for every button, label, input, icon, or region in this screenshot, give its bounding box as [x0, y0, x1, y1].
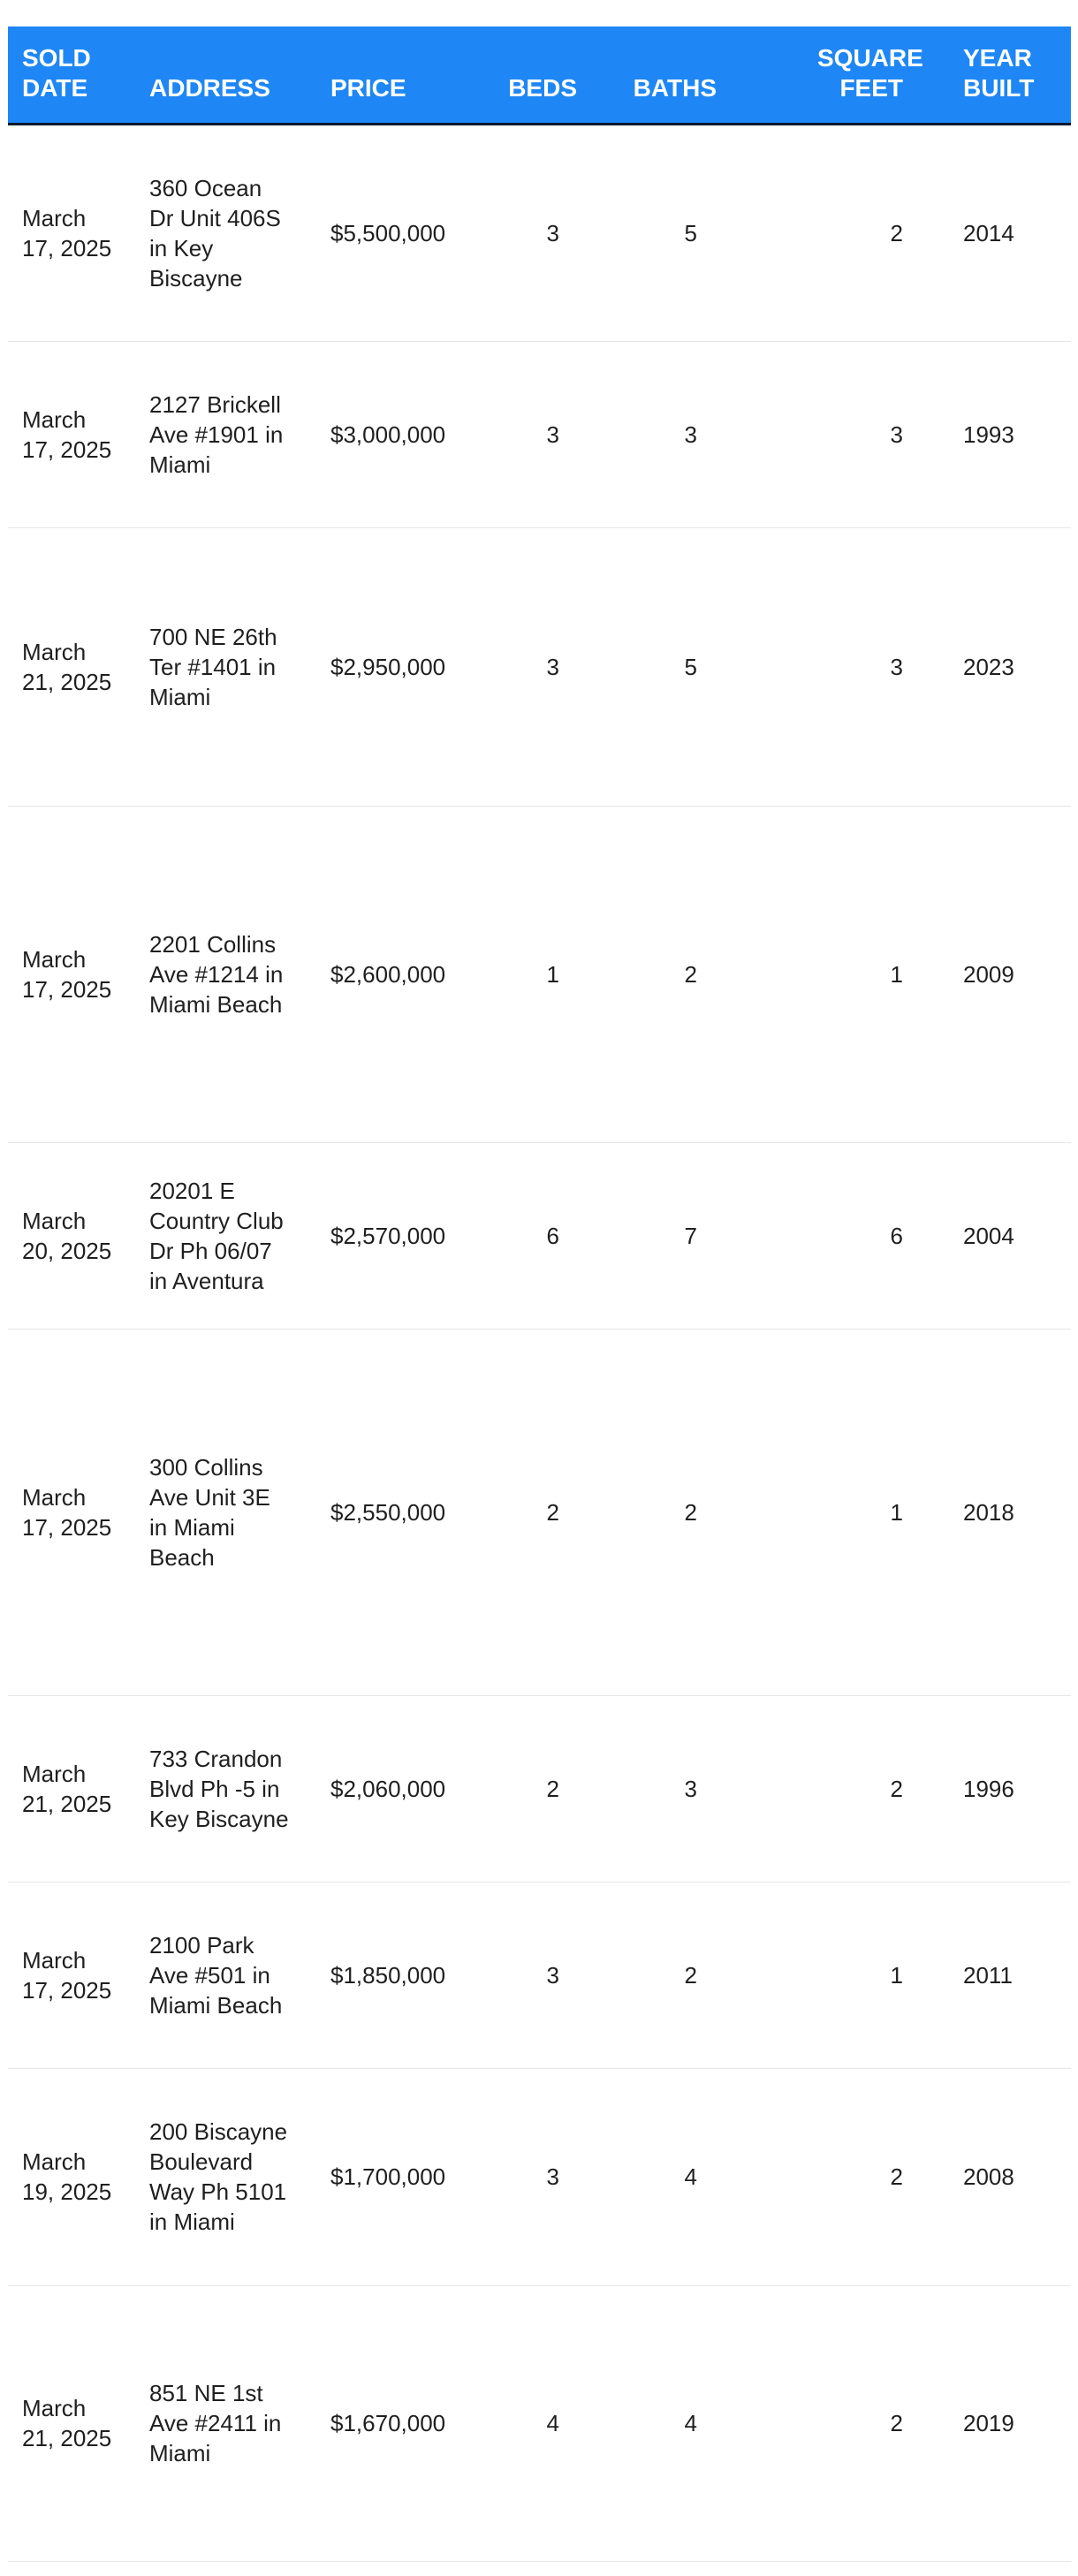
cell-price: $2,600,000 [316, 806, 479, 1142]
cell-address: 300 Collins Ave Unit 3E in Miami Beach [135, 1329, 316, 1695]
cell-square-feet: 3 [747, 341, 915, 527]
cell-address: 700 NE 26th Ter #1401 in Miami [135, 527, 316, 806]
cell-sold-date: March 19, 2025 [8, 2068, 135, 2285]
cell-sold-date: March 17, 2025 [8, 1329, 135, 1695]
table-row [8, 806, 1071, 1142]
cell-beds: 2 [479, 1695, 604, 1882]
cell-sold-date: March 17, 2025 [8, 341, 135, 527]
cell-square-feet: 2 [747, 2068, 915, 2285]
cell-baths: 5 [604, 527, 747, 806]
cell-sold-date: March 17, 2025 [8, 1882, 135, 2068]
cell-price: $2,550,000 [316, 1329, 479, 1695]
cell-price: $2,060,000 [316, 1695, 479, 1882]
cell-price: $1,700,000 [316, 2068, 479, 2285]
cell-address: 2201 Collins Ave #1214 in Miami Beach [135, 806, 316, 1142]
cell-square-feet: 2 [747, 124, 915, 341]
table-row [8, 1142, 1071, 1329]
cell-square-feet: 1 [747, 806, 915, 1142]
cell-baths: 4 [604, 2285, 747, 2561]
cell-address: 851 NE 1st Ave #2411 in Miami [135, 2285, 316, 2561]
cell-address: 360 Ocean Dr Unit 406S in Key Biscayne [135, 124, 316, 341]
cell-address: 2127 Brickell Ave #1901 in Miami [135, 341, 316, 527]
cell-year-built: 1993 [915, 341, 1071, 527]
cell-sold-date: March 17, 2025 [8, 124, 135, 341]
table-row [8, 1882, 1071, 2068]
column-header-year-built: YEAR BUILT [915, 27, 1071, 124]
column-header-sold-date: SOLD DATE [8, 27, 135, 124]
cell-square-feet: 1 [747, 1882, 915, 2068]
cell-year-built: 2014 [915, 124, 1071, 341]
cell-square-feet: 2 [747, 2285, 915, 2561]
cell-sold-date: March 21, 2025 [8, 2285, 135, 2561]
table-row [8, 2068, 1071, 2285]
cell-baths: 4 [604, 2068, 747, 2285]
cell-year-built: 2011 [915, 1882, 1071, 2068]
cell-sold-date: March 20, 2025 [8, 1142, 135, 1329]
cell-square-feet: 1 [747, 1329, 915, 1695]
cell-beds: 1 [479, 806, 604, 1142]
column-header-beds: BEDS [479, 27, 604, 124]
cell-beds: 3 [479, 2068, 604, 2285]
cell-beds: 2 [479, 1329, 604, 1695]
cell-baths: 2 [604, 806, 747, 1142]
cell-year-built: 2019 [915, 2285, 1071, 2561]
table-header-row [8, 27, 1071, 124]
cell-year-built: 1996 [915, 1695, 1071, 1882]
cell-beds: 4 [479, 2285, 604, 2561]
cell-address: 733 Crandon Blvd Ph -5 in Key Biscayne [135, 1695, 316, 1882]
table-row [8, 341, 1071, 527]
column-header-price: PRICE [316, 27, 479, 124]
cell-square-feet: 6 [747, 1142, 915, 1329]
cell-year-built: 2023 [915, 527, 1071, 806]
cell-baths: 3 [604, 1695, 747, 1882]
column-header-square-feet: SQUARE FEET [747, 27, 915, 124]
cell-address: 2100 Park Ave #501 in Miami Beach [135, 1882, 316, 2068]
cell-baths: 7 [604, 1142, 747, 1329]
cell-price: $1,670,000 [316, 2285, 479, 2561]
sales-table-container [8, 27, 1071, 2562]
column-header-baths: BATHS [604, 27, 747, 124]
table-row [8, 2285, 1071, 2561]
table-row [8, 1329, 1071, 1695]
column-header-address: ADDRESS [135, 27, 316, 124]
cell-baths: 2 [604, 1882, 747, 2068]
cell-beds: 6 [479, 1142, 604, 1329]
cell-price: $3,000,000 [316, 341, 479, 527]
cell-beds: 3 [479, 1882, 604, 2068]
cell-sold-date: March 17, 2025 [8, 806, 135, 1142]
cell-beds: 3 [479, 124, 604, 341]
cell-price: $1,850,000 [316, 1882, 479, 2068]
cell-year-built: 2004 [915, 1142, 1071, 1329]
cell-year-built: 2018 [915, 1329, 1071, 1695]
cell-square-feet: 3 [747, 527, 915, 806]
cell-year-built: 2008 [915, 2068, 1071, 2285]
cell-address: 200 Biscayne Boulevard Way Ph 5101 in Miami [135, 2068, 316, 2285]
cell-year-built: 2009 [915, 806, 1071, 1142]
table-row [8, 527, 1071, 806]
table-row [8, 124, 1071, 341]
cell-sold-date: March 21, 2025 [8, 1695, 135, 1882]
cell-square-feet: 2 [747, 1695, 915, 1882]
recent-sales-table [8, 27, 1071, 2562]
cell-price: $5,500,000 [316, 124, 479, 341]
cell-sold-date: March 21, 2025 [8, 527, 135, 806]
cell-price: $2,950,000 [316, 527, 479, 806]
cell-baths: 3 [604, 341, 747, 527]
cell-baths: 2 [604, 1329, 747, 1695]
cell-address: 20201 E Country Club Dr Ph 06/07 in Aventura [135, 1142, 316, 1329]
table-body [8, 124, 1071, 2561]
cell-baths: 5 [604, 124, 747, 341]
table-row [8, 1695, 1071, 1882]
cell-beds: 3 [479, 527, 604, 806]
cell-beds: 3 [479, 341, 604, 527]
cell-price: $2,570,000 [316, 1142, 479, 1329]
